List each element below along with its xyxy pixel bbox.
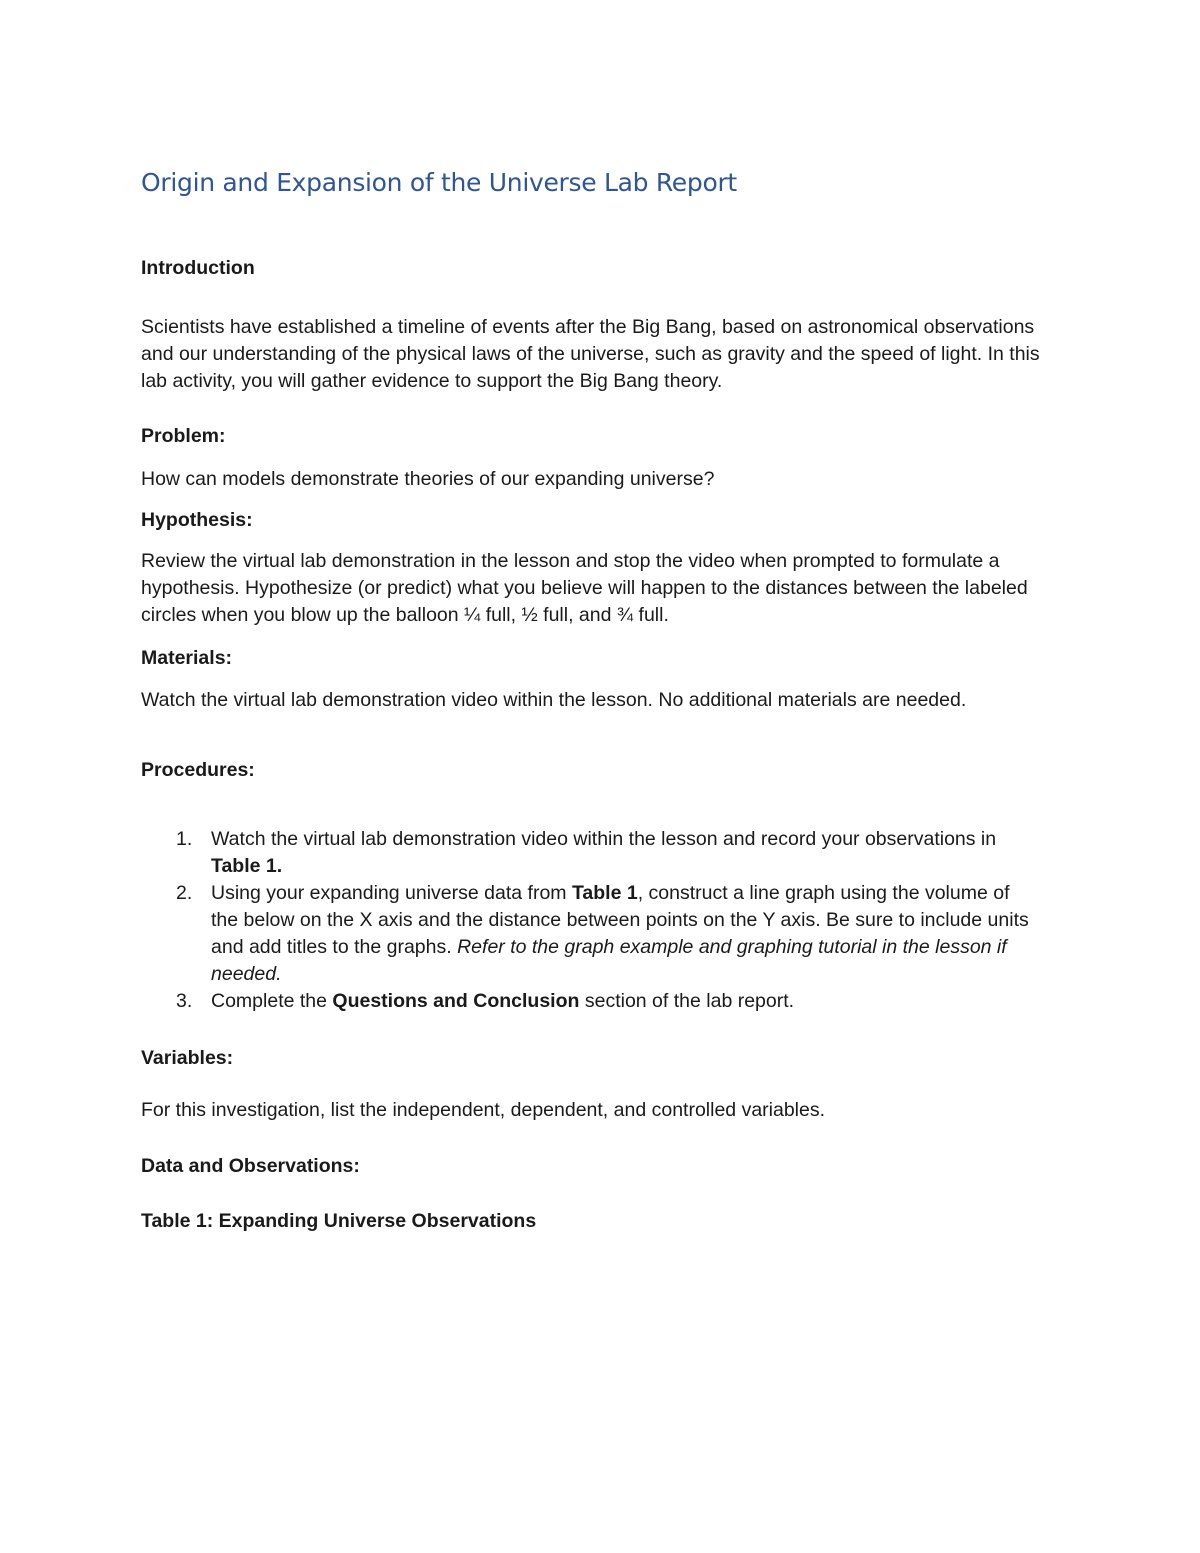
procedures-list [0, 826, 1100, 1015]
materials-text: Watch the virtual lab demonstration video within the lesson. No additional materials are needed. [141, 689, 967, 711]
procedure-step-emphasis: Questions and Conclusion [332, 990, 580, 1012]
procedure-step-note: Refer to the graph example and graphing tutorial in the lesson if needed. [211, 936, 1007, 985]
document-title: Origin and Expansion of the Universe Lab Report [141, 168, 737, 197]
procedure-step-emphasis: Table 1. [211, 855, 283, 877]
procedure-step-text: Using your expanding universe data from [211, 882, 572, 904]
procedure-step-emphasis: Table 1 [571, 882, 638, 904]
procedure-step [0, 880, 1031, 988]
hypothesis-heading: Hypothesis: [141, 509, 253, 531]
procedure-step-number: 3. [176, 990, 193, 1012]
materials-heading: Materials: [141, 647, 233, 669]
procedure-step-number: 1. [176, 828, 193, 850]
procedure-step [0, 988, 1031, 1015]
variables-heading: Variables: [141, 1047, 234, 1069]
procedure-step [0, 826, 1031, 880]
procedure-step-text: Watch the virtual lab demonstration video within the lesson and record your observations in [211, 828, 997, 850]
problem-text: How can models demonstrate theories of our expanding universe? [141, 468, 715, 490]
variables-text: For this investigation, list the independent, dependent, and controlled variables. [141, 1099, 826, 1121]
introduction-text: Scientists have established a timeline of events after the Big Bang, based on astronomical observations and our understanding of the physical laws of the universe, such as gravity and the speed of light. In this lab activity, you will gather evidence to support the Big Bang theory. [141, 316, 1040, 392]
data-observations-heading: Data and Observations: [141, 1155, 360, 1177]
procedure-step-text-cont: section of the lab report. [579, 990, 795, 1012]
introduction-heading: Introduction [141, 257, 255, 279]
hypothesis-text: Review the virtual lab demonstration in the lesson and stop the video when prompted to formulate a hypothesis. Hypothesize (or predict) what you believe will happen to the distances between the labeled circles when you blow up the balloon ¼ full, ½ full, and ¾ full. [141, 550, 1028, 626]
procedures-heading: Procedures: [141, 759, 255, 781]
procedure-step-text: Complete the [211, 990, 333, 1012]
problem-heading: Problem: [141, 425, 226, 447]
procedure-step-text-cont: , construct a line graph using the volume of the below on the X axis and the distance between points on the Y axis. Be sure to include units and add titles to the graphs. [211, 882, 1029, 958]
procedure-step-number: 2. [176, 882, 193, 904]
table1-caption: Table 1: Expanding Universe Observations [141, 1210, 537, 1232]
